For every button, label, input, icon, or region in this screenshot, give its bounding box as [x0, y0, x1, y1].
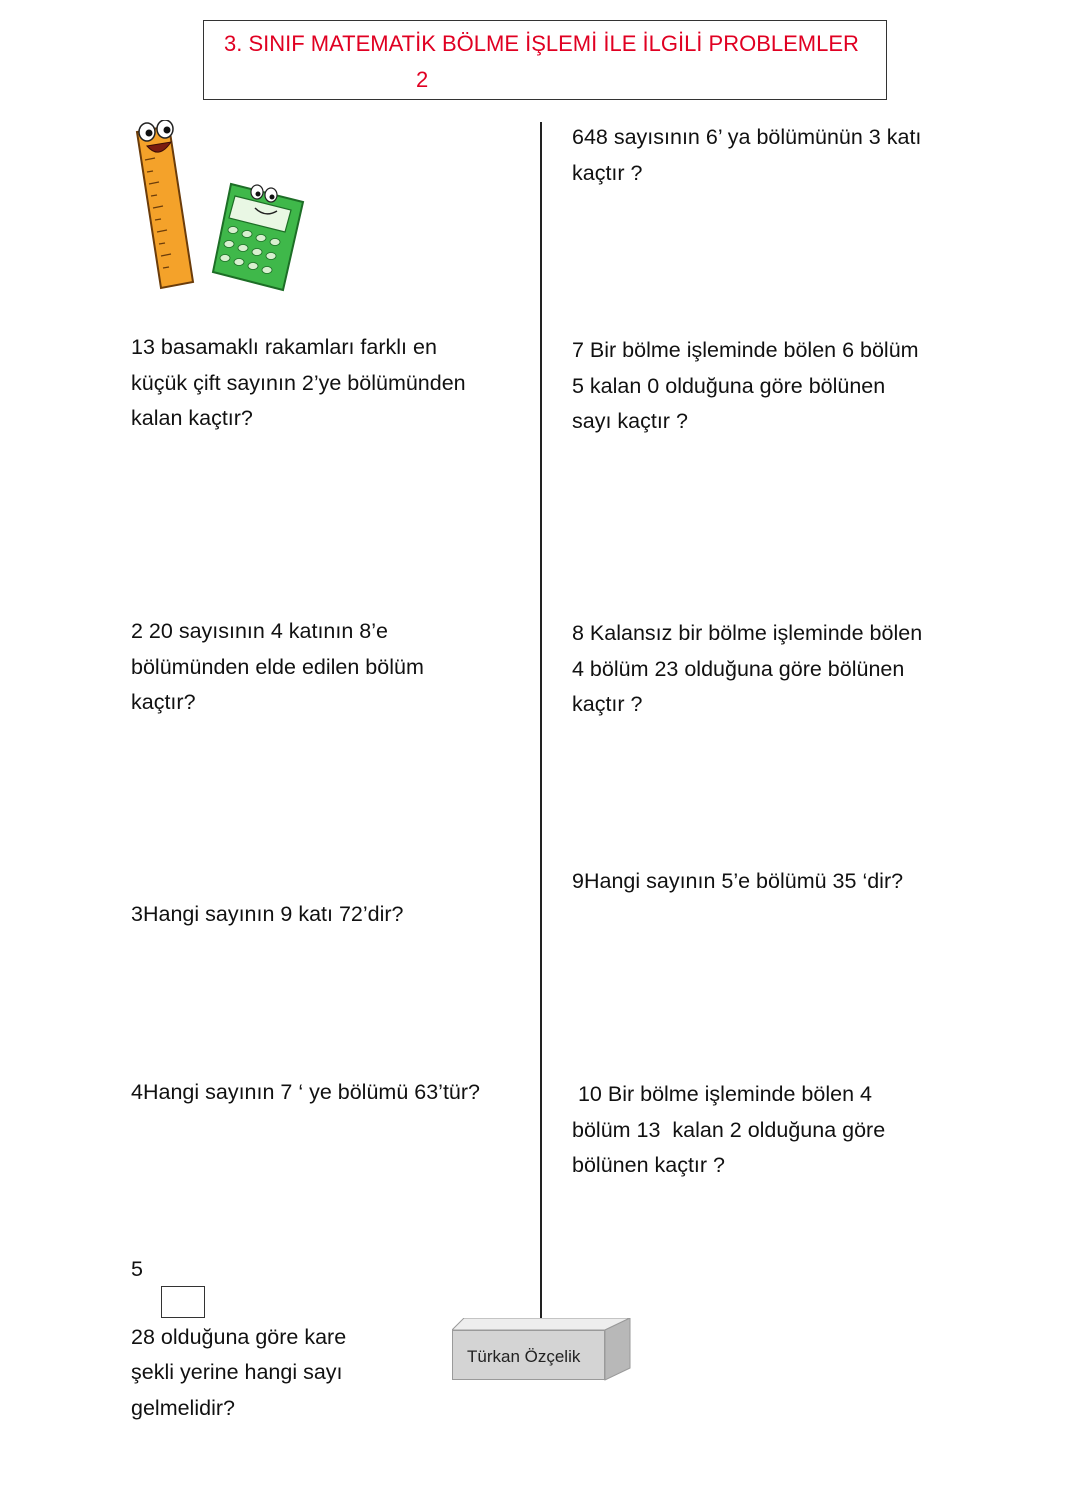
- calculator-character-icon: [213, 184, 303, 290]
- question-8: [572, 616, 922, 723]
- question-line: 5 kalan 0 olduğuna göre bölünen: [572, 373, 886, 398]
- question-line: bölünen kaçtır ?: [572, 1153, 725, 1177]
- question-line: şekli yerine hangi sayı: [131, 1360, 343, 1384]
- title-line-2: 2: [416, 67, 429, 92]
- question-6: [572, 120, 921, 191]
- question-line: bölümünden elde edilen bölüm: [131, 654, 424, 679]
- title-box: [203, 20, 887, 100]
- question-text: 28 olduğuna göre kare: [131, 1324, 347, 1349]
- question-3: [131, 897, 404, 933]
- question-line: 4Hangi sayının 7 ‘ ye bölümü 63’tür?: [131, 1080, 480, 1104]
- question-line: küçük çift sayının 2’ye bölümünden: [131, 370, 466, 395]
- question-5: [131, 1252, 346, 1426]
- question-line: 8 Kalansız bir bölme işleminde bölen: [572, 621, 923, 645]
- question-line: 2 20 sayısının 4 katının 8’e: [131, 619, 388, 643]
- question-10: [572, 1077, 885, 1184]
- answer-square-box[interactable]: [161, 1286, 205, 1318]
- question-line: kaçtır ?: [572, 160, 643, 185]
- question-9: [572, 864, 903, 900]
- question-line: 3Hangi sayının 9 katı 72’dir?: [131, 902, 404, 926]
- ruler-character-icon: [137, 120, 193, 288]
- question-line: 7 Bir bölme işleminde bölen 6 bölüm: [572, 338, 919, 362]
- question-line: 648 sayısının 6’ ya bölümünün 3 katı: [572, 125, 922, 149]
- author-label: [452, 1318, 632, 1382]
- question-1: [131, 330, 466, 437]
- question-prefix: 5: [131, 1257, 143, 1281]
- question-7: [572, 333, 919, 440]
- question-line: 4 bölüm 23 olduğuna göre bölünen: [572, 656, 905, 681]
- question-line-with-box: [131, 1252, 346, 1355]
- clipart-illustration: [131, 120, 311, 295]
- question-line: kalan kaçtır?: [131, 406, 253, 430]
- question-4: [131, 1075, 480, 1111]
- column-divider: [540, 122, 542, 1318]
- question-line: 13 basamaklı rakamları farklı en: [131, 335, 437, 359]
- question-line: gelmelidir?: [131, 1395, 235, 1420]
- question-line: 10 Bir bölme işleminde bölen 4: [572, 1082, 872, 1106]
- question-line: kaçtır?: [131, 690, 196, 714]
- question-line: sayı kaçtır ?: [572, 409, 688, 433]
- question-line: kaçtır ?: [572, 692, 643, 716]
- title-line-1: 3. SINIF MATEMATİK BÖLME İŞLEMİ İLE İLGİLİ PROBLEMLER: [224, 31, 859, 56]
- question-2: [131, 614, 424, 721]
- question-line: 9Hangi sayının 5’e bölümü 35 ‘dir?: [572, 869, 904, 893]
- question-line: bölüm 13 kalan 2 olduğuna göre: [572, 1117, 886, 1142]
- author-name: Türkan Özçelik: [452, 1330, 605, 1380]
